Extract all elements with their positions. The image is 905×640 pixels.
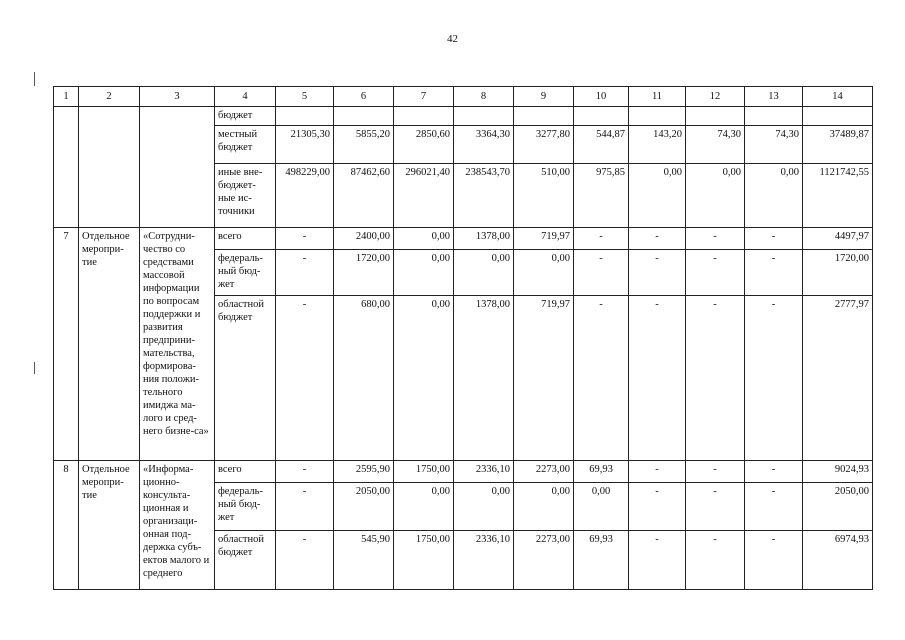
value-cell: - bbox=[629, 296, 686, 461]
value-cell: 9024,93 bbox=[803, 461, 873, 483]
value-cell: 2400,00 bbox=[334, 228, 394, 250]
value-cell bbox=[276, 107, 334, 126]
column-header: 7 bbox=[394, 87, 454, 107]
value-cell: 0,00 bbox=[745, 164, 803, 228]
value-cell: 74,30 bbox=[686, 126, 745, 164]
value-cell bbox=[394, 107, 454, 126]
value-cell: 4497,97 bbox=[803, 228, 873, 250]
value-cell: 975,85 bbox=[574, 164, 629, 228]
column-header: 4 bbox=[215, 87, 276, 107]
value-cell: - bbox=[276, 250, 334, 296]
value-cell: 74,30 bbox=[745, 126, 803, 164]
number-cell: 8 bbox=[54, 461, 79, 590]
value-cell: 0,00 bbox=[394, 296, 454, 461]
type-cell: Отдельное меропри-тие bbox=[79, 461, 140, 590]
source-cell: иные вне-бюджет-ные ис-точники bbox=[215, 164, 276, 228]
value-cell: 719,97 bbox=[514, 296, 574, 461]
value-cell: 0,00 bbox=[454, 483, 514, 531]
value-cell: 0,00 bbox=[454, 250, 514, 296]
value-cell: - bbox=[629, 461, 686, 483]
value-cell: 1121742,55 bbox=[803, 164, 873, 228]
budget-table bbox=[53, 86, 873, 590]
type-cell bbox=[79, 107, 140, 228]
name-cell bbox=[140, 107, 215, 228]
table-row bbox=[54, 228, 873, 250]
value-cell: 2336,10 bbox=[454, 461, 514, 483]
value-cell: - bbox=[574, 296, 629, 461]
value-cell: 510,00 bbox=[514, 164, 574, 228]
column-header: 2 bbox=[79, 87, 140, 107]
value-cell: 498229,00 bbox=[276, 164, 334, 228]
number-cell bbox=[54, 107, 79, 228]
value-cell: 21305,30 bbox=[276, 126, 334, 164]
value-cell: 3277,80 bbox=[514, 126, 574, 164]
value-cell: 2050,00 bbox=[334, 483, 394, 531]
value-cell: 2273,00 bbox=[514, 461, 574, 483]
type-cell: Отдельное меропри-тие bbox=[79, 228, 140, 461]
value-cell: 1750,00 bbox=[394, 531, 454, 590]
name-cell: «Сотрудни-чество со средствами массовой информации по вопросам поддержки и развития предприни-мательства, формирова-ния положи-тельного имиджа ма-лого и сред-него бизне-са» bbox=[140, 228, 215, 461]
margin-mark bbox=[34, 72, 35, 86]
column-header: 5 bbox=[276, 87, 334, 107]
value-cell: - bbox=[276, 296, 334, 461]
table-row bbox=[54, 461, 873, 483]
table-row bbox=[54, 107, 873, 126]
page-number: 42 bbox=[447, 33, 458, 45]
value-cell: 1720,00 bbox=[334, 250, 394, 296]
value-cell: 0,00 bbox=[394, 483, 454, 531]
value-cell bbox=[334, 107, 394, 126]
value-cell: - bbox=[686, 483, 745, 531]
column-header: 6 bbox=[334, 87, 394, 107]
value-cell: - bbox=[629, 531, 686, 590]
value-cell: 545,90 bbox=[334, 531, 394, 590]
column-header: 14 bbox=[803, 87, 873, 107]
value-cell: 296021,40 bbox=[394, 164, 454, 228]
value-cell: - bbox=[574, 228, 629, 250]
value-cell: 69,93 bbox=[574, 461, 629, 483]
value-cell: 0,00 bbox=[514, 250, 574, 296]
column-header: 3 bbox=[140, 87, 215, 107]
value-cell: - bbox=[686, 461, 745, 483]
source-cell: областной бюджет bbox=[215, 296, 276, 461]
source-cell: бюджет bbox=[215, 107, 276, 126]
value-cell: 2273,00 bbox=[514, 531, 574, 590]
value-cell: - bbox=[686, 296, 745, 461]
value-cell: - bbox=[574, 250, 629, 296]
value-cell: 87462,60 bbox=[334, 164, 394, 228]
value-cell: 37489,87 bbox=[803, 126, 873, 164]
value-cell: - bbox=[686, 531, 745, 590]
column-header: 12 bbox=[686, 87, 745, 107]
column-header: 1 bbox=[54, 87, 79, 107]
value-cell: 69,93 bbox=[574, 531, 629, 590]
value-cell: 1720,00 bbox=[803, 250, 873, 296]
number-cell: 7 bbox=[54, 228, 79, 461]
value-cell: 0,00 bbox=[574, 483, 629, 531]
value-cell: 1378,00 bbox=[454, 228, 514, 250]
value-cell: 5855,20 bbox=[334, 126, 394, 164]
value-cell: - bbox=[745, 461, 803, 483]
value-cell: 0,00 bbox=[686, 164, 745, 228]
column-header: 11 bbox=[629, 87, 686, 107]
value-cell: - bbox=[276, 461, 334, 483]
value-cell: 0,00 bbox=[629, 164, 686, 228]
value-cell: 2595,90 bbox=[334, 461, 394, 483]
source-cell: областной бюджет bbox=[215, 531, 276, 590]
value-cell bbox=[629, 107, 686, 126]
value-cell: - bbox=[745, 296, 803, 461]
source-cell: местный бюджет bbox=[215, 126, 276, 164]
value-cell bbox=[745, 107, 803, 126]
value-cell: 544,87 bbox=[574, 126, 629, 164]
header-row bbox=[54, 87, 873, 107]
value-cell: 2850,60 bbox=[394, 126, 454, 164]
value-cell: - bbox=[629, 228, 686, 250]
value-cell bbox=[574, 107, 629, 126]
value-cell: - bbox=[745, 483, 803, 531]
value-cell: 1750,00 bbox=[394, 461, 454, 483]
value-cell: - bbox=[629, 250, 686, 296]
value-cell: 680,00 bbox=[334, 296, 394, 461]
column-header: 8 bbox=[454, 87, 514, 107]
value-cell: - bbox=[276, 483, 334, 531]
value-cell bbox=[514, 107, 574, 126]
value-cell: 143,20 bbox=[629, 126, 686, 164]
value-cell: 0,00 bbox=[394, 228, 454, 250]
value-cell: 3364,30 bbox=[454, 126, 514, 164]
value-cell: - bbox=[629, 483, 686, 531]
value-cell bbox=[803, 107, 873, 126]
value-cell: 6974,93 bbox=[803, 531, 873, 590]
value-cell: 1378,00 bbox=[454, 296, 514, 461]
source-cell: всего bbox=[215, 228, 276, 250]
value-cell: - bbox=[745, 250, 803, 296]
value-cell: 2050,00 bbox=[803, 483, 873, 531]
value-cell bbox=[454, 107, 514, 126]
value-cell: - bbox=[276, 531, 334, 590]
value-cell: 238543,70 bbox=[454, 164, 514, 228]
value-cell: - bbox=[686, 250, 745, 296]
column-header: 9 bbox=[514, 87, 574, 107]
value-cell: - bbox=[745, 228, 803, 250]
value-cell: - bbox=[745, 531, 803, 590]
column-header: 10 bbox=[574, 87, 629, 107]
source-cell: федераль-ный бюд-жет bbox=[215, 483, 276, 531]
value-cell: - bbox=[686, 228, 745, 250]
name-cell: «Информа-ционно-консульта-ционная и организаци-онная под-держка субъ-ектов малого и среднего bbox=[140, 461, 215, 590]
column-header: 13 bbox=[745, 87, 803, 107]
source-cell: федераль-ный бюд-жет bbox=[215, 250, 276, 296]
source-cell: всего bbox=[215, 461, 276, 483]
value-cell bbox=[686, 107, 745, 126]
margin-mark bbox=[34, 362, 35, 374]
value-cell: 0,00 bbox=[514, 483, 574, 531]
value-cell: 2777,97 bbox=[803, 296, 873, 461]
value-cell: - bbox=[276, 228, 334, 250]
value-cell: 0,00 bbox=[394, 250, 454, 296]
value-cell: 719,97 bbox=[514, 228, 574, 250]
value-cell: 2336,10 bbox=[454, 531, 514, 590]
